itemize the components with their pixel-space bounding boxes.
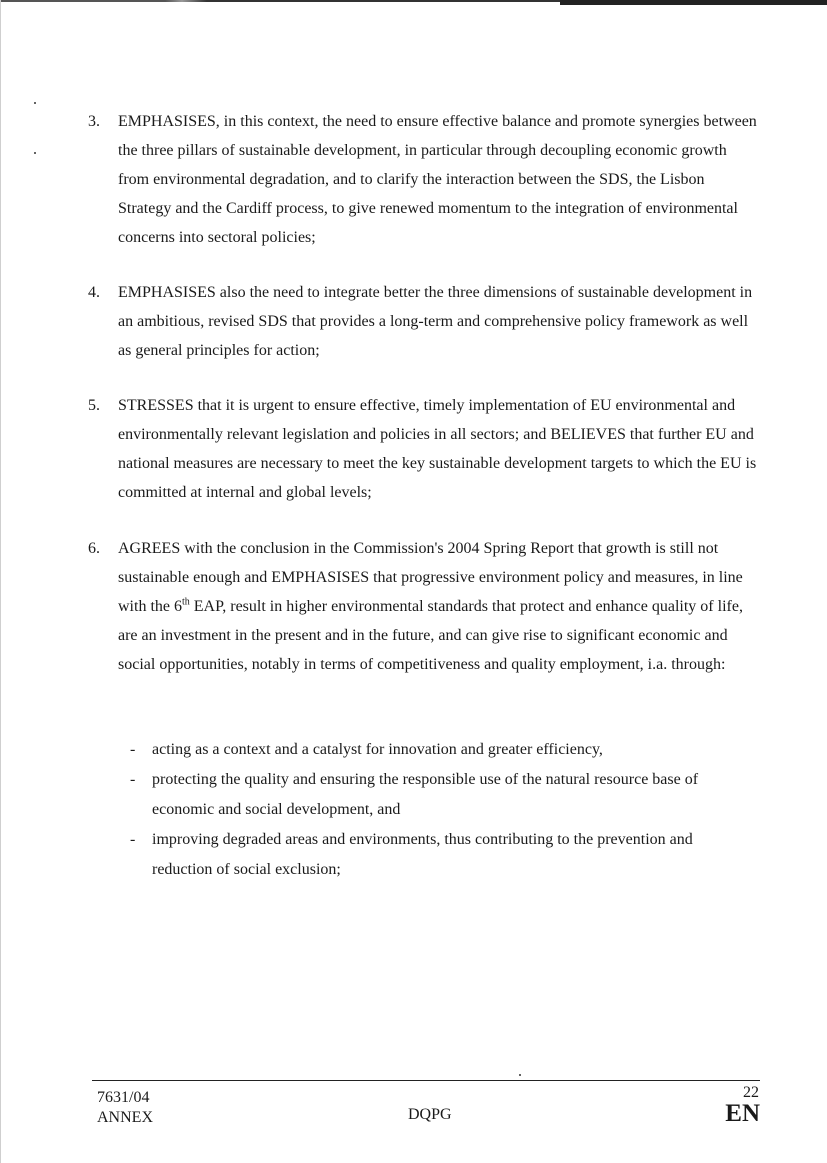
paragraph-6 [88, 534, 758, 679]
document-number: 7631/04 [97, 1089, 150, 1106]
scan-speck [34, 152, 36, 154]
list-item [130, 765, 750, 825]
paragraph-text: EMPHASISES also the need to integrate better the three dimensions of sustainable development in an ambitious, revised SDS that provides a long-term and comprehensive policy framework as well as general principles for action; [118, 284, 753, 359]
list-item-text: acting as a context and a catalyst for innovation and greater efficiency, [152, 741, 603, 758]
paragraph-text: STRESSES that it is urgent to ensure effective, timely implementation of EU environmental and environmentally relevant legislation and policies in all sectors; and BELIEVES that further EU and national measures are necessary to meet the key sustainable development targets to which the EU is committed at internal and global levels; [118, 397, 757, 501]
paragraph-number: 3. [88, 113, 100, 130]
paragraph-3 [88, 107, 758, 252]
paragraph-number: 6. [88, 540, 100, 557]
list-item [130, 735, 750, 765]
scan-speck [519, 1074, 521, 1076]
paragraph-text-part: AGREES with the conclusion in the Commission's 2004 Spring Report that growth is still not sustainable enough and EMPHASISES that progressive environment policy and measures, in line with the 6 [118, 540, 743, 615]
annex-label: ANNEX [97, 1109, 153, 1126]
footer-rule [92, 1080, 760, 1081]
bullet-list [130, 735, 750, 885]
scan-speck [34, 102, 36, 104]
list-item-text: improving degraded areas and environments, thus contributing to the prevention and reduction of social exclusion; [152, 831, 693, 878]
paragraph-5 [88, 391, 758, 507]
list-item-text: protecting the quality and ensuring the responsible use of the natural resource base of economic and social development, and [152, 771, 699, 818]
bullet-dash: - [130, 771, 136, 788]
bullet-dash: - [130, 741, 136, 758]
language-code: EN [725, 1100, 760, 1127]
paragraph-text: EMPHASISES, in this context, the need to ensure effective balance and promote synergies between the three pillars of sustainable development, in particular through decoupling economic growth from environmental degradation, and to clarify the interaction between the SDS, the Lisbon Strategy and the Cardiff process, to give renewed momentum to the integration of environmental concerns into sectoral policies; [118, 113, 757, 246]
paragraph-text-part: EAP, result in higher environmental standards that protect and enhance quality of life, are an investment in the present and in the future, and can give rise to significant economic and social opportunities, notably in terms of competitiveness and quality employment, i.a. through: [118, 598, 743, 673]
department-code: DQPG [408, 1106, 452, 1123]
footer-reference [97, 1088, 153, 1128]
ordinal-superscript: th [182, 596, 190, 608]
paragraph-number: 4. [88, 284, 100, 301]
bullet-dash: - [130, 831, 136, 848]
paragraph-4 [88, 278, 758, 365]
paragraph-number: 5. [88, 397, 100, 414]
list-item [130, 825, 750, 885]
top-rule-bar [560, 0, 827, 5]
page-number: 22 [743, 1084, 759, 1101]
scan-edge [0, 0, 1, 1163]
paragraph-text [118, 534, 758, 679]
